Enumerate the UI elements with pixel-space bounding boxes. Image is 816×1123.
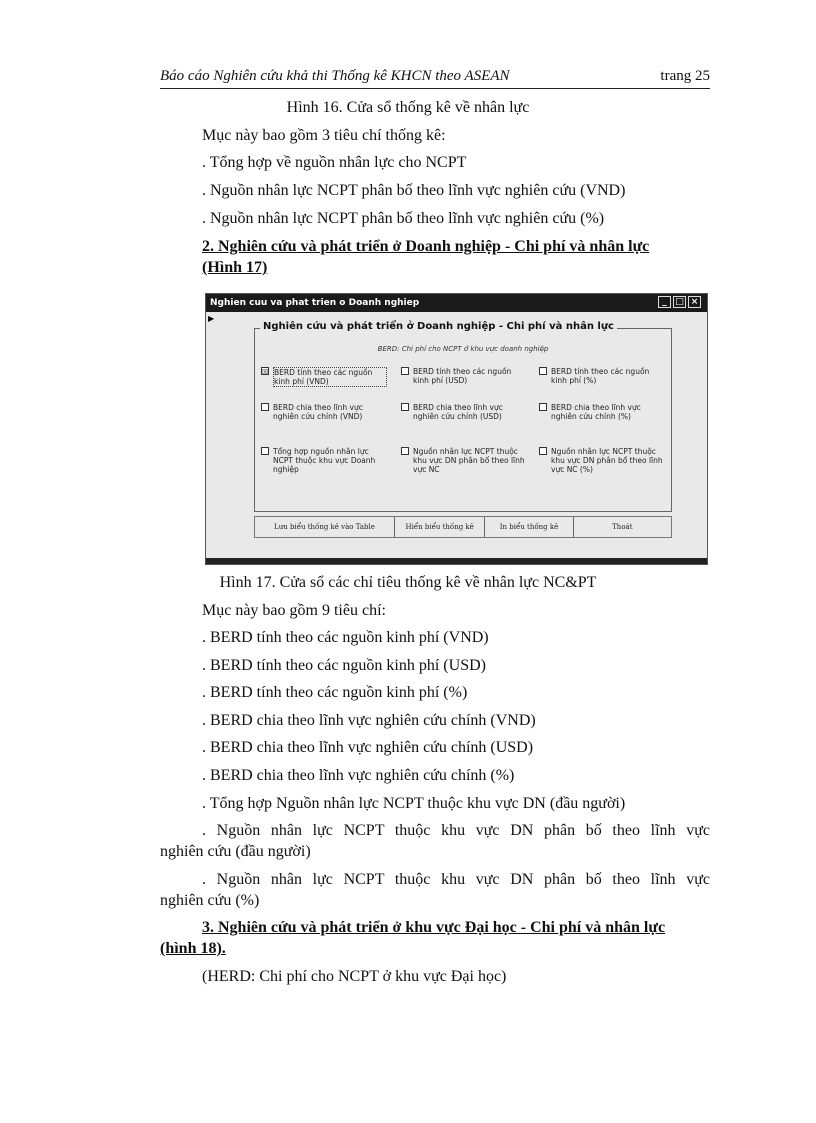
header-title: Báo cáo Nghiên cứu khả thi Thống kê KHCN theo ASEAN xyxy=(160,68,510,84)
group-subtitle: BERD: Chi phí cho NCPT ở khu vực doanh nghiệp xyxy=(377,345,549,353)
section1-intro: Mục này bao gồm 3 tiêu chí thống kê: xyxy=(202,127,446,144)
save-to-table-button[interactable]: Lưu biểu thống kê vào Table xyxy=(255,517,395,537)
options-group: Nghiên cứu và phát triển ở Doanh nghiệp - Chi phí và nhân lực BERD: Chi phí cho NCPT ở khu vực doanh nghiệp ☒ BERD tính theo các nguồn kinh phí (VND) BERD tính theo các nguồn kinh phí (USD) BERD tính theo các nguồn kinh phí (%) BERD chia theo lĩnh vực nghiên cứu chính (VND) BERD chia theo lĩnh vực nghiên cứu chính (USD) BERD chia theo lĩnh vực nghiên cứu chính (%) Tổng hợp nguồn nhân lực NCPT thuộc khu vực Doanh nghiệp Nguồn nhân lực NCPT thuộc khu vực DN phân bố theo lĩnh vực NC Nguồn nhân lực NCPT thuộc khu vực DN phân bổ theo lĩnh vực NC (%) xyxy=(254,328,672,512)
section3-heading: 3. Nghiên cứu và phát triển ở khu vực Đại học - Chi phí và nhân lực xyxy=(202,919,666,936)
section2-heading-cont: (Hình 17) xyxy=(202,259,268,276)
checkbox-box[interactable] xyxy=(261,403,269,411)
section2-item-5: . BERD chia theo lĩnh vực nghiên cứu chính (USD) xyxy=(202,739,534,756)
window-titlebar xyxy=(206,294,707,312)
section2-item-3: . BERD tính theo các nguồn kinh phí (%) xyxy=(202,684,468,701)
checkbox-box[interactable]: ☒ xyxy=(262,368,269,376)
section2-item-2: . BERD tính theo các nguồn kinh phí (USD) xyxy=(202,657,486,674)
show-statistics-button[interactable]: Hiển biểu thống kê xyxy=(395,517,485,537)
button-bar xyxy=(254,516,672,538)
print-statistics-button[interactable]: In biểu thống kê xyxy=(485,517,573,537)
section3-note: (HERD: Chi phí cho NCPT ở khu vực Đại học) xyxy=(202,968,507,985)
section2-intro: Mục này bao gồm 9 tiêu chí: xyxy=(202,602,386,619)
section2-item-8: . Nguồn nhân lực NCPT thuộc khu vực DN phân bố theo lĩnh vực xyxy=(202,822,710,839)
maximize-icon[interactable]: □ xyxy=(673,296,686,308)
window-title: Nghien cuu va phat trien o Doanh nghiep xyxy=(210,298,420,308)
figure-17-caption: Hình 17. Cửa sổ các chỉ tiêu thống kê về nhân lực NC&PT xyxy=(219,574,597,591)
checkbox-box[interactable] xyxy=(539,367,547,375)
section2-item-9-cont: nghiên cứu (%) xyxy=(160,892,260,909)
section2-item-6: . BERD chia theo lĩnh vực nghiên cứu chính (%) xyxy=(202,767,515,784)
close-icon[interactable]: × xyxy=(688,296,701,308)
section1-item-3: . Nguồn nhân lực NCPT phân bố theo lĩnh vực nghiên cứu (%) xyxy=(202,210,605,227)
section2-item-1: . BERD tính theo các nguồn kinh phí (VND) xyxy=(202,629,489,646)
section1-item-2: . Nguồn nhân lực NCPT phân bố theo lĩnh vực nghiên cứu (VND) xyxy=(202,182,626,199)
app-window xyxy=(205,293,708,565)
section1-item-1: . Tổng hợp về nguồn nhân lực cho NCPT xyxy=(202,154,467,171)
section2-item-9: . Nguồn nhân lực NCPT thuộc khu vực DN phân bố theo lĩnh vực xyxy=(202,871,710,888)
page-header xyxy=(160,66,710,89)
group-title: Nghiên cứu và phát triển ở Doanh nghiệp - Chi phí và nhân lực xyxy=(260,321,617,332)
exit-button[interactable]: Thoát xyxy=(612,523,633,531)
checkbox-box[interactable] xyxy=(401,367,409,375)
section2-item-8-cont: nghiên cứu (đầu người) xyxy=(160,843,311,860)
section2-heading: 2. Nghiên cứu và phát triển ở Doanh nghiệp - Chi phí và nhân lực xyxy=(202,238,650,255)
minimize-icon[interactable]: _ xyxy=(658,296,671,308)
checkbox-box[interactable] xyxy=(261,447,269,455)
checkbox-box[interactable] xyxy=(539,403,547,411)
page-number: trang 25 xyxy=(660,68,710,84)
section3-heading-cont: (hình 18). xyxy=(160,940,226,957)
checkbox-box[interactable] xyxy=(401,447,409,455)
figure-16-caption: Hình 16. Cửa sổ thống kê về nhân lực xyxy=(286,99,530,116)
record-selector-icon: ▶ xyxy=(208,314,215,323)
section2-item-4: . BERD chia theo lĩnh vực nghiên cứu chính (VND) xyxy=(202,712,536,729)
checkbox-box[interactable] xyxy=(401,403,409,411)
checkbox-box[interactable] xyxy=(539,447,547,455)
section2-item-7: . Tổng hợp Nguồn nhân lực NCPT thuộc khu vực DN (đầu người) xyxy=(202,795,626,812)
